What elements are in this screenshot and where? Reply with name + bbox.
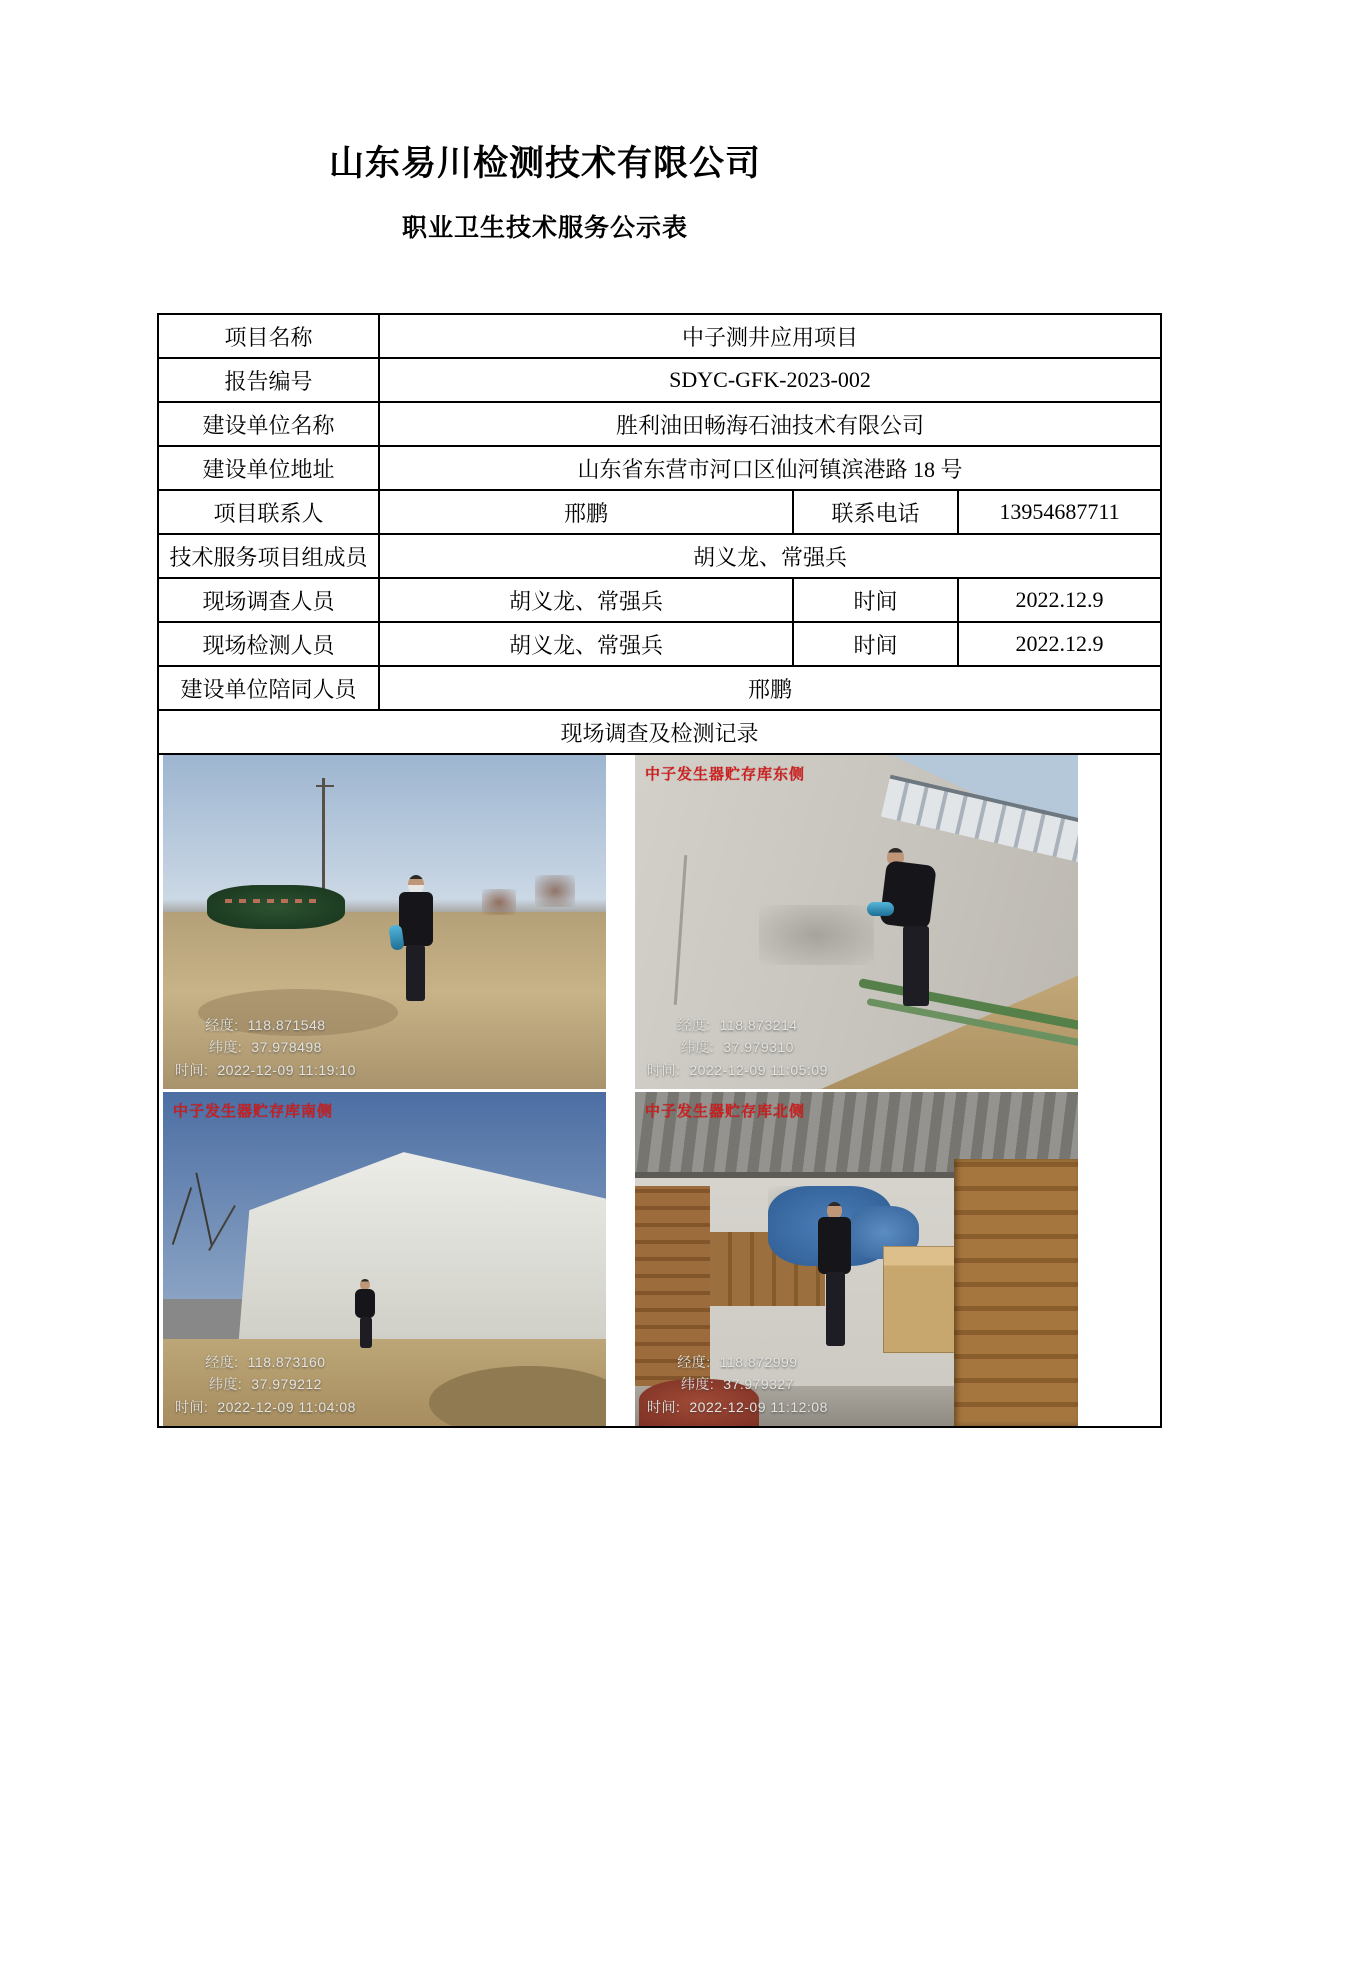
gps-longitude <box>175 1014 365 1036</box>
person-figure <box>817 1202 853 1348</box>
row-label: 项目名称 <box>158 314 379 358</box>
gps-longitude-value: 118.873160 <box>247 1353 326 1370</box>
photo-grid <box>163 755 1156 1426</box>
row-value-2: 13954687711 <box>958 490 1161 534</box>
gps-longitude-value: 118.872999 <box>719 1353 798 1370</box>
photos-cell <box>158 754 1161 1427</box>
gps-time-value: 2022-12-09 11:12:08 <box>689 1398 828 1415</box>
person-torso <box>818 1217 851 1274</box>
gps-overlay <box>175 1351 365 1418</box>
gps-latitude-value: 37.978498 <box>251 1039 322 1056</box>
sign-marks <box>225 899 322 903</box>
cardboard-box <box>883 1246 958 1353</box>
gps-latitude-value: 37.979310 <box>723 1039 794 1056</box>
photo-caption: 中子发生器贮存库北侧 <box>645 1102 806 1120</box>
section-header: 现场调查及检测记录 <box>158 710 1161 754</box>
gps-time-value: 2022-12-09 11:05:09 <box>689 1061 828 1078</box>
table-row <box>158 314 1161 358</box>
gps-longitude-value: 118.871548 <box>247 1016 326 1033</box>
gps-time <box>175 1396 365 1418</box>
row-label-2: 联系电话 <box>793 490 958 534</box>
table-row <box>158 578 1161 622</box>
sapling <box>482 889 516 915</box>
gps-latitude <box>175 1036 365 1058</box>
table-row <box>158 402 1161 446</box>
form-subtitle: 职业卫生技术服务公示表 <box>401 213 688 242</box>
row-label: 现场调查人员 <box>158 578 379 622</box>
table-row <box>158 446 1161 490</box>
wooden-crate-right <box>954 1159 1078 1426</box>
table-row <box>158 666 1161 710</box>
table-row <box>158 490 1161 534</box>
row-value: 胡义龙、常强兵 <box>379 534 1161 578</box>
gps-latitude <box>647 1373 837 1395</box>
gps-latitude-label: 纬度: <box>680 1039 715 1056</box>
pole-crossarm <box>316 785 334 787</box>
gps-time-label: 时间: <box>175 1061 209 1078</box>
sapling <box>535 875 575 907</box>
gps-latitude-value: 37.979212 <box>251 1376 322 1393</box>
gps-latitude-label: 纬度: <box>208 1376 243 1393</box>
row-value: 中子测井应用项目 <box>379 314 1161 358</box>
row-value: 胡义龙、常强兵 <box>379 578 793 622</box>
person-legs <box>903 926 929 1006</box>
row-label: 建设单位名称 <box>158 402 379 446</box>
row-label: 建设单位陪同人员 <box>158 666 379 710</box>
photo-storage-north <box>635 1092 1078 1426</box>
photo-site-entrance <box>163 755 606 1089</box>
person-torso <box>399 892 433 946</box>
gps-longitude <box>647 1351 837 1373</box>
table-row <box>158 358 1161 402</box>
gps-longitude-value: 118.873214 <box>719 1016 798 1033</box>
row-value: 胜利油田畅海石油技术有限公司 <box>379 402 1161 446</box>
gps-time-value: 2022-12-09 11:04:08 <box>217 1398 356 1415</box>
table-row <box>158 622 1161 666</box>
row-value: SDYC-GFK-2023-002 <box>379 358 1161 402</box>
photo-caption: 中子发生器贮存库东侧 <box>645 765 806 783</box>
photos-row <box>158 754 1161 1427</box>
wall-stain <box>759 905 874 965</box>
page-title: 山东易川检测技术有限公司 <box>328 144 761 184</box>
gps-longitude-label: 经度: <box>205 1353 239 1370</box>
service-info-table <box>157 313 1162 1428</box>
gps-time <box>647 1059 837 1081</box>
gps-time-label: 时间: <box>647 1398 681 1415</box>
table-row <box>158 710 1161 754</box>
gps-latitude-label: 纬度: <box>680 1376 715 1393</box>
gps-longitude <box>647 1014 837 1036</box>
gps-time-label: 时间: <box>647 1061 681 1078</box>
person-figure <box>398 875 434 1003</box>
person-torso <box>355 1289 375 1318</box>
photo-storage-east <box>635 755 1078 1089</box>
person-legs <box>360 1317 372 1348</box>
gps-time <box>175 1059 365 1081</box>
row-value-2: 2022.12.9 <box>958 578 1161 622</box>
handheld-device <box>867 902 894 916</box>
gps-latitude <box>647 1036 837 1058</box>
gps-time <box>647 1396 837 1418</box>
gps-longitude <box>175 1351 365 1373</box>
person-torso <box>879 860 936 930</box>
row-label-2: 时间 <box>793 578 958 622</box>
gps-latitude-label: 纬度: <box>208 1039 243 1056</box>
row-label: 现场检测人员 <box>158 622 379 666</box>
row-label: 项目联系人 <box>158 490 379 534</box>
gps-overlay <box>647 1351 837 1418</box>
gps-overlay <box>647 1014 837 1081</box>
gps-time-label: 时间: <box>175 1398 209 1415</box>
table-row <box>158 534 1161 578</box>
gps-overlay <box>175 1014 365 1081</box>
gps-longitude-label: 经度: <box>205 1016 239 1033</box>
row-value-2: 2022.12.9 <box>958 622 1161 666</box>
photo-storage-south <box>163 1092 606 1426</box>
gps-longitude-label: 经度: <box>677 1353 711 1370</box>
row-value: 山东省东营市河口区仙河镇滨港路 18 号 <box>379 446 1161 490</box>
row-label: 技术服务项目组成员 <box>158 534 379 578</box>
gps-time-value: 2022-12-09 11:19:10 <box>217 1061 356 1078</box>
row-value: 邢鹏 <box>379 666 1161 710</box>
person-legs <box>406 945 425 1001</box>
photo-caption: 中子发生器贮存库南侧 <box>173 1102 334 1120</box>
row-label: 建设单位地址 <box>158 446 379 490</box>
sign-hedge <box>207 885 344 928</box>
row-value: 胡义龙、常强兵 <box>379 622 793 666</box>
row-value: 邢鹏 <box>379 490 793 534</box>
person-legs <box>826 1272 845 1346</box>
person-figure <box>883 842 955 1010</box>
gps-longitude-label: 经度: <box>677 1016 711 1033</box>
row-label-2: 时间 <box>793 622 958 666</box>
gps-latitude-value: 37.979327 <box>723 1376 794 1393</box>
person-figure <box>353 1279 377 1349</box>
gps-latitude <box>175 1373 365 1395</box>
row-label: 报告编号 <box>158 358 379 402</box>
